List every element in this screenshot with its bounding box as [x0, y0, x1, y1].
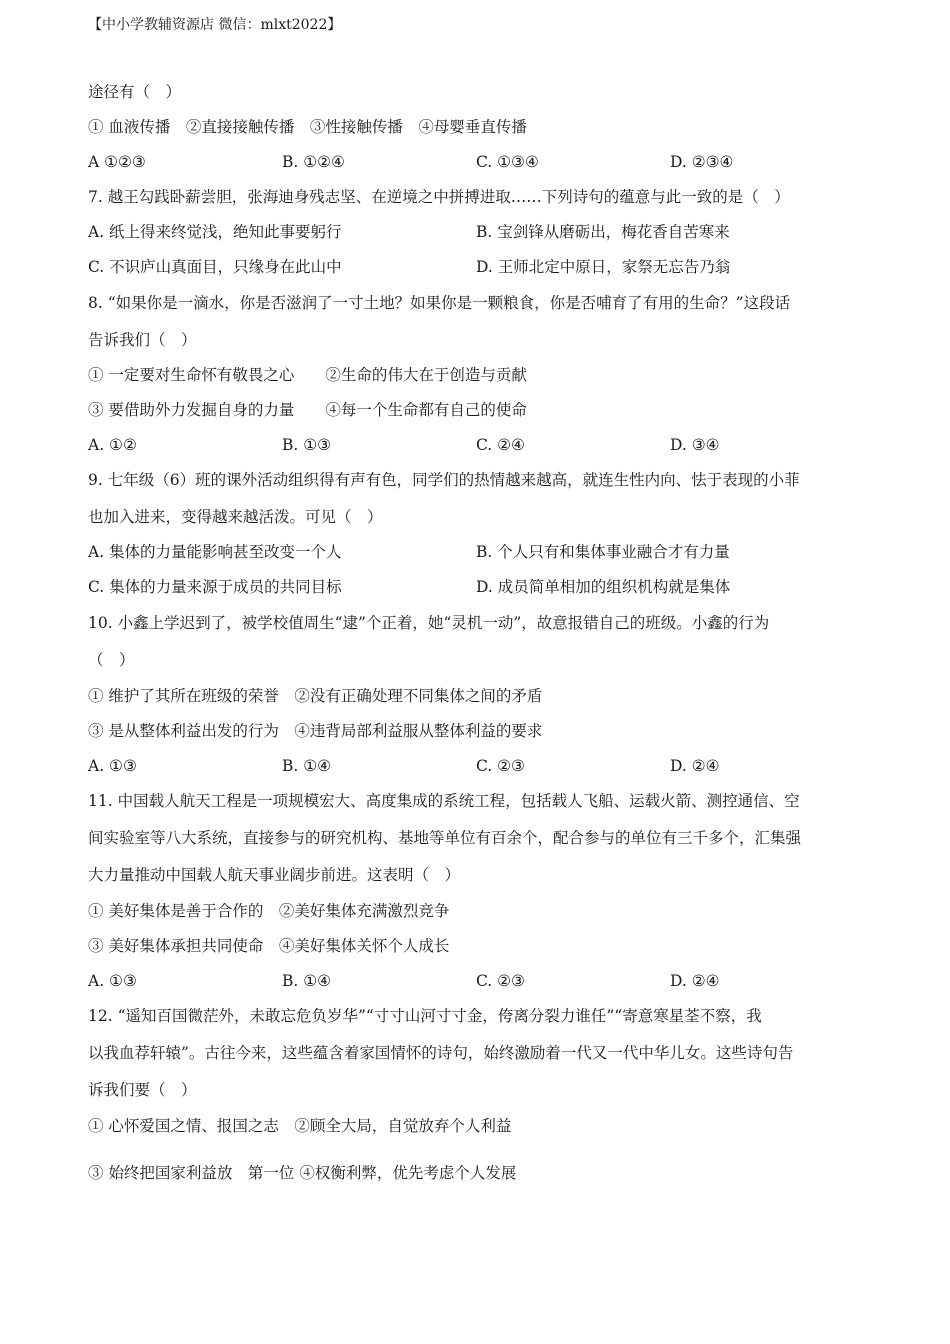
- question-8-stem-cont: 告诉我们（ ）: [88, 331, 197, 349]
- option-b[interactable]: B. ①③: [282, 436, 332, 454]
- question-8-options: [88, 435, 848, 455]
- question-11-stem-cont-2: 大力量推动中国载人航天事业阔步前进。这表明（ ）: [88, 866, 461, 884]
- question-10-statements-2: ③ 是从整体利益出发的行为 ④违背局部利益服从整体利益的要求: [88, 722, 543, 740]
- question-9-options-row-2: [88, 577, 848, 597]
- option-b[interactable]: B. 个人只有和集体事业融合才有力量: [476, 543, 730, 561]
- question-10-options: [88, 756, 848, 776]
- question-7-options-row-1: [88, 222, 848, 242]
- option-c[interactable]: C. ②③: [476, 757, 525, 775]
- question-8-statements-2: ③ 要借助外力发掘自身的力量 ④每一个生命都有自己的使命: [88, 401, 527, 419]
- question-12-stem: 12. “遥知百国微茫外，未敢忘危负岁华”“寸寸山河寸寸金，侉离分裂力谁任”“寄意寒星荃不察，我: [88, 1007, 762, 1025]
- question-6-stem-end: 途径有（ ）: [88, 83, 182, 101]
- option-a[interactable]: A. ①②: [88, 436, 137, 454]
- option-c[interactable]: C. ②④: [476, 436, 525, 454]
- option-c[interactable]: C. 不识庐山真面目，只缘身在此山中: [88, 258, 342, 276]
- option-a[interactable]: A. 纸上得来终觉浅，绝知此事要躬行: [88, 223, 342, 241]
- option-d[interactable]: D. ②④: [670, 972, 720, 990]
- question-12-statements-1: ① 心怀爱国之情、报国之志 ②顾全大局，自觉放弃个人利益: [88, 1117, 512, 1135]
- question-8-statements-1: ① 一定要对生命怀有敬畏之心 ②生命的伟大在于创造与贡献: [88, 366, 527, 384]
- question-10-statements-1: ① 维护了其所在班级的荣誉 ②没有正确处理不同集体之间的矛盾: [88, 687, 543, 705]
- question-12-statements-2: ③ 始终把国家利益放 第一位 ④权衡利弊，优先考虑个人发展: [88, 1164, 517, 1182]
- option-c[interactable]: C. ①③④: [476, 153, 539, 171]
- option-b[interactable]: B. 宝剑锋从磨砺出，梅花香自苦寒来: [476, 223, 730, 241]
- question-9-stem: 9. 七年级（6）班的课外活动组织得有声有色，同学们的热情越来越高，就连生性内向、怯于表现的小菲: [88, 471, 800, 489]
- option-a[interactable]: A. ①③: [88, 757, 137, 775]
- question-10-stem: 10. 小鑫上学迟到了，被学校值周生“逮”个正着，她“灵机一动”，故意报错自己的班级。小鑫的行为: [88, 614, 770, 632]
- question-11-statements-2: ③ 美好集体承担共同使命 ④美好集体关怀个人成长: [88, 937, 450, 955]
- question-12-stem-cont-2: 诉我们要（ ）: [88, 1081, 197, 1099]
- option-a[interactable]: A. 集体的力量能影响甚至改变一个人: [88, 543, 342, 561]
- option-c[interactable]: C. ②③: [476, 972, 525, 990]
- question-6-statements: ① 血液传播 ②直接接触传播 ③性接触传播 ④母婴垂直传播: [88, 118, 527, 136]
- question-11-stem: 11. 中国载人航天工程是一项规模宏大、高度集成的系统工程，包括载人飞船、运载火箭、测控通信、空: [88, 792, 800, 810]
- option-b[interactable]: B. ①②④: [282, 153, 345, 171]
- question-9-options-row-1: [88, 542, 848, 562]
- question-12-stem-cont-1: 以我血荐轩辕”。古往今来，这些蕴含着家国情怀的诗句，始终激励着一代又一代中华儿女。这些诗句告: [88, 1044, 794, 1062]
- option-d[interactable]: D. 成员简单相加的组织机构就是集体: [476, 578, 731, 596]
- option-d[interactable]: D. ③④: [670, 436, 720, 454]
- option-a[interactable]: A. ①③: [88, 972, 137, 990]
- option-b[interactable]: B. ①④: [282, 757, 332, 775]
- option-d[interactable]: D. ②③④: [670, 153, 734, 171]
- question-7-stem: 7. 越王勾践卧薪尝胆，张海迪身残志坚、在逆境之中拼搏进取……下列诗句的蕴意与此一致的是（ ）: [88, 188, 790, 206]
- question-8-stem: 8. “如果你是一滴水，你是否滋润了一寸土地？如果你是一颗粮食，你是否哺育了有用的生命？”这段话: [88, 294, 791, 312]
- question-9-stem-cont: 也加入进来，变得越来越活泼。可见（ ）: [88, 508, 383, 526]
- option-d[interactable]: D. ②④: [670, 757, 720, 775]
- option-a[interactable]: A ①②③: [88, 153, 146, 171]
- question-10-stem-cont: （ ）: [88, 651, 135, 669]
- option-d[interactable]: D. 王师北定中原日，家祭无忘告乃翁: [476, 258, 731, 276]
- question-11-statements-1: ① 美好集体是善于合作的 ②美好集体充满激烈竞争: [88, 902, 450, 920]
- question-6-options: [88, 152, 848, 172]
- question-11-options: [88, 971, 848, 991]
- option-b[interactable]: B. ①④: [282, 972, 332, 990]
- option-c[interactable]: C. 集体的力量来源于成员的共同目标: [88, 578, 342, 596]
- question-11-stem-cont-1: 间实验室等八大系统，直接参与的研究机构、基地等单位有百余个，配合参与的单位有三千多个，汇集强: [88, 829, 802, 847]
- page-header: 【中小学教辅资源店 微信：mlxt2022】: [88, 17, 342, 33]
- question-7-options-row-2: [88, 257, 848, 277]
